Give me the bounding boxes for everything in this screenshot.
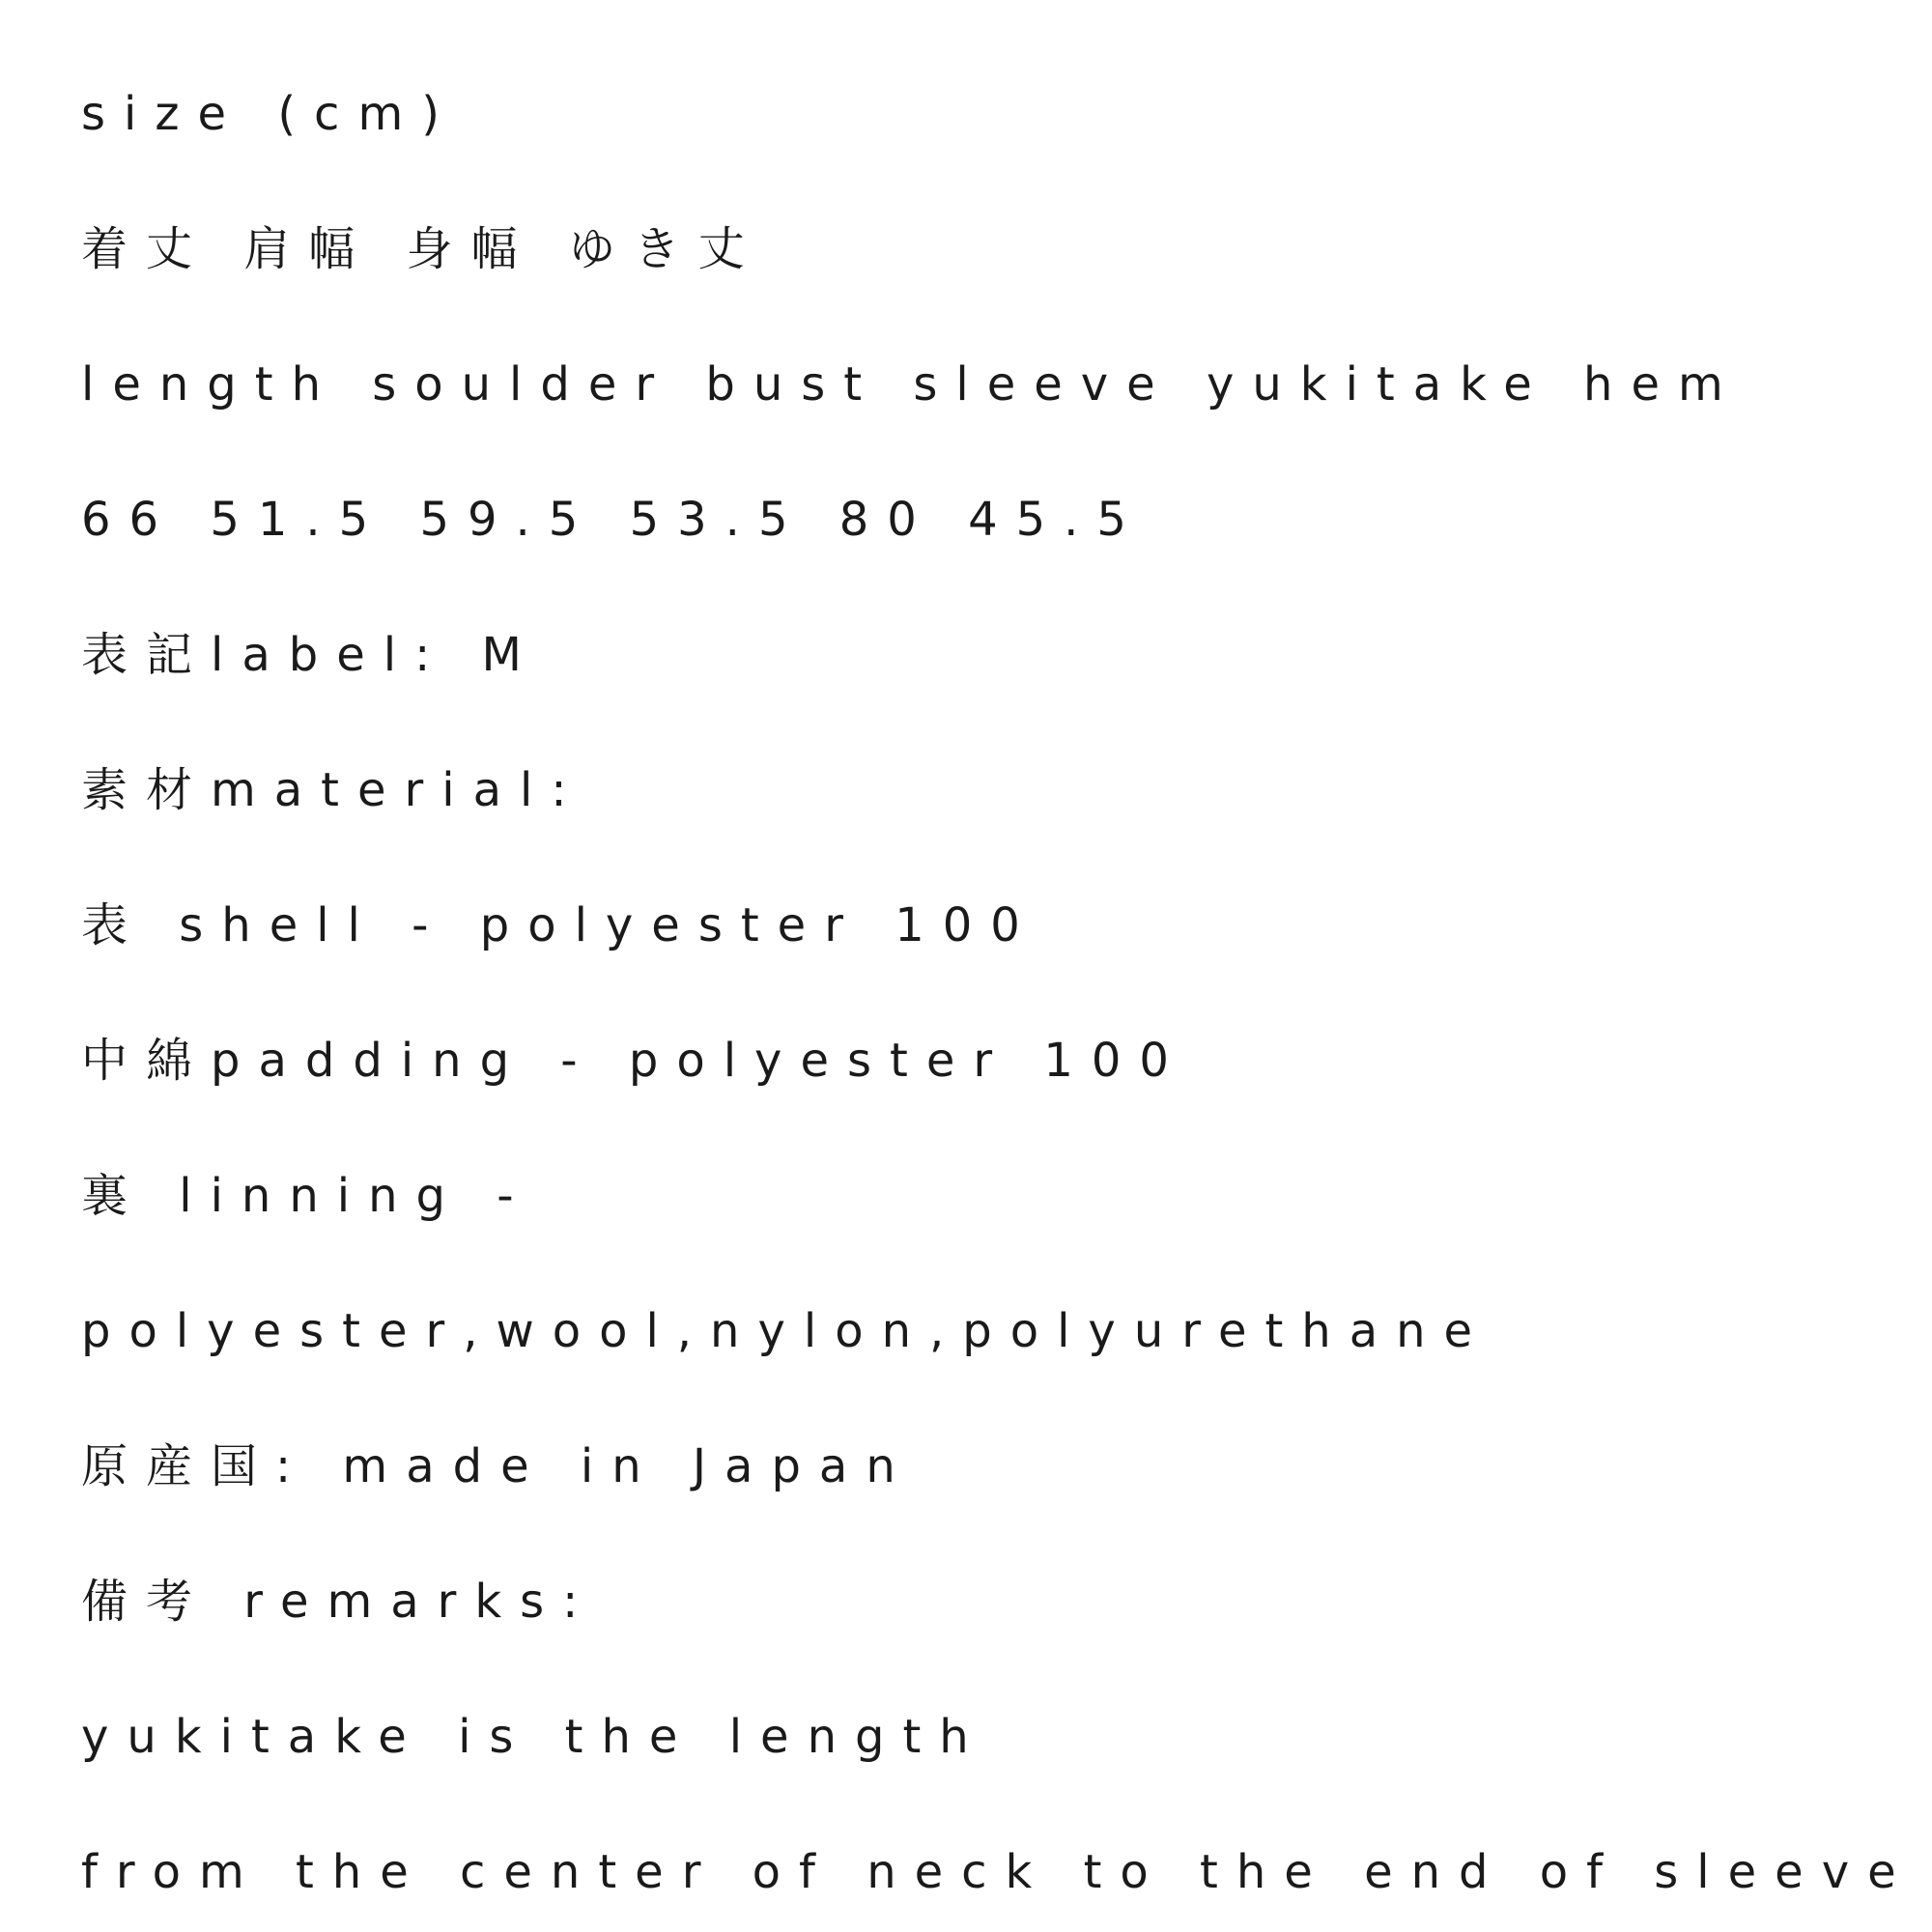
size-label: 表記label: M: [81, 628, 540, 682]
material-heading: 素材material:: [81, 763, 585, 817]
material-padding: 中綿padding - polyester 100: [81, 1034, 1187, 1088]
size-heading: size (cm): [81, 87, 458, 141]
remarks-text-line-2: from the center of neck to the end of sleeve: [81, 1845, 1915, 1899]
product-spec-document: [81, 0, 1932, 1932]
country-of-origin: 原産国: made in Japan: [81, 1439, 914, 1493]
measurement-labels-en: length soulder bust sleeve yukitake hem: [81, 357, 1742, 412]
remarks-text-line-1: yukitake is the length: [81, 1710, 987, 1764]
measurement-labels-jp: 着丈 肩幅 身幅 ゆき丈: [81, 222, 763, 276]
material-lining: 裏 linning -: [81, 1169, 532, 1223]
measurement-values: 66 51.5 59.5 53.5 80 45.5: [81, 493, 1145, 547]
material-shell: 表 shell - polyester 100: [81, 898, 1038, 952]
material-lining-detail: polyester,wool,nylon,polyurethane: [81, 1304, 1492, 1358]
remarks-heading: 備考 remarks:: [81, 1575, 597, 1629]
